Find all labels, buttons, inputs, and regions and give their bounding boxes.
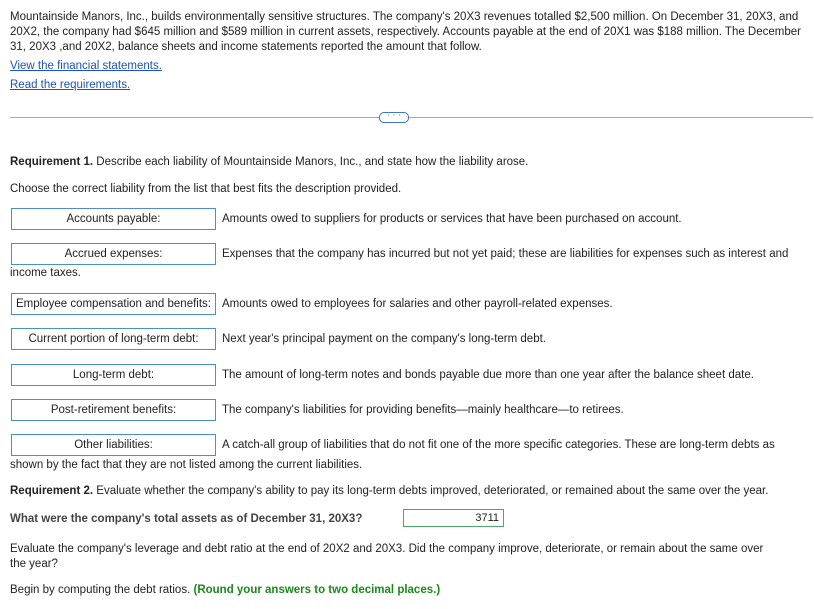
liability-description: The company's liabilities for providing benefits—mainly healthcare—to retirees.: [222, 404, 624, 416]
read-requirements-link[interactable]: Read the requirements.: [10, 79, 131, 91]
liability-select-current-portion-ltd[interactable]: Current portion of long-term debt:: [11, 328, 216, 350]
section-divider: [10, 117, 813, 118]
expand-more-button[interactable]: · · ·: [379, 112, 409, 123]
liability-description: The amount of long-term notes and bonds payable due more than one year after the balance sheet date.: [222, 369, 754, 381]
evaluate-instruction-line1: Evaluate the company's leverage and debt ratio at the end of 20X2 and 20X3. Did the company improve, deteriorate, or remain about the same over: [10, 543, 764, 555]
liability-select-post-retirement[interactable]: Post-retirement benefits:: [11, 399, 216, 421]
rounding-note: (Round your answers to two decimal places.): [193, 584, 441, 596]
begin-text: Begin by computing the debt ratios.: [10, 584, 194, 596]
liability-select-long-term-debt[interactable]: Long-term debt:: [11, 364, 216, 386]
evaluate-instruction-line2: the year?: [10, 558, 58, 570]
liability-select-accrued-expenses[interactable]: Accrued expenses:: [11, 243, 216, 265]
compute-debt-ratios-instruction: [10, 584, 440, 596]
liability-select-employee-compensation[interactable]: Employee compensation and benefits:: [11, 293, 216, 315]
liability-select-other-liabilities[interactable]: Other liabilities:: [11, 434, 216, 456]
problem-intro: Mountainside Manors, Inc., builds environmentally sensitive structures. The company's 20X3 revenues totalled $2,500 million. On December 31, 20X3, and 20X2, the company had $645 million and $589 million in current assets, respectively. Accounts payable at the end of 20X1 was $188 million. The December 31, 20X3 ,and 20X2, balance sheets and income statements reported the amount that follow.: [10, 11, 801, 53]
total-assets-input[interactable]: 3711: [403, 509, 504, 527]
liability-description: A catch-all group of liabilities that do not fit one of the more specific categories. These are long-term debts as: [222, 439, 775, 451]
total-assets-question: What were the company's total assets as of December 31, 20X3?: [10, 513, 363, 525]
view-financial-statements-link[interactable]: View the financial statements.: [10, 60, 162, 72]
liability-description: Amounts owed to suppliers for products or services that have been purchased on account.: [222, 213, 682, 225]
liability-description: Next year's principal payment on the company's long-term debt.: [222, 333, 546, 345]
requirement-1-text: Describe each liability of Mountainside Manors, Inc., and state how the liability arose.: [93, 156, 529, 168]
requirement-1-instruction: Choose the correct liability from the list that best fits the description provided.: [10, 183, 402, 195]
liability-description-continued: shown by the fact that they are not listed among the current liabilities.: [10, 459, 363, 471]
liability-description: Amounts owed to employees for salaries and other payroll-related expenses.: [222, 298, 613, 310]
requirement-2-text: Evaluate whether the company's ability to pay its long-term debts improved, deteriorated, or remained about the same over the year.: [93, 485, 769, 497]
requirement-1-label: Requirement 1.: [10, 156, 94, 168]
liability-description-continued: income taxes.: [10, 267, 81, 279]
liability-select-accounts-payable[interactable]: Accounts payable:: [11, 208, 216, 230]
requirement-2-label: Requirement 2.: [10, 485, 94, 497]
requirement-2-heading: [10, 485, 768, 497]
liability-description: Expenses that the company has incurred but not yet paid; these are liabilities for expenses such as interest and: [222, 248, 789, 260]
requirement-1-heading: [10, 156, 528, 168]
